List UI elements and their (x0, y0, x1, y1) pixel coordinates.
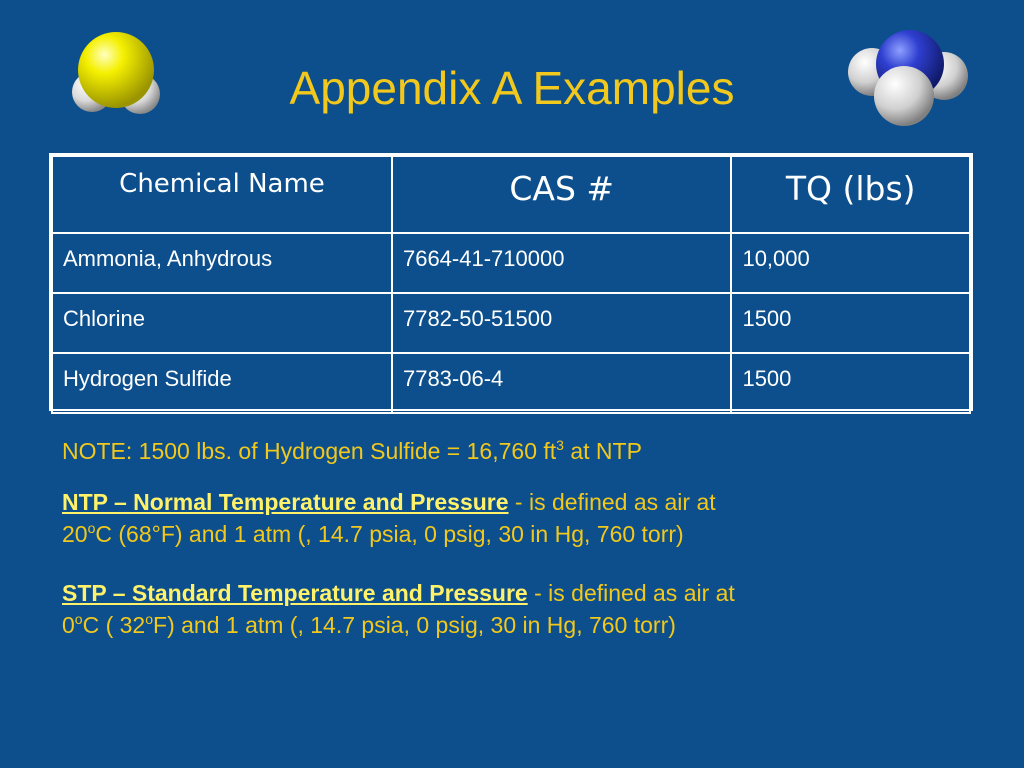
stp-line2-a: 0 (62, 612, 75, 638)
cell-chemical-name: Ammonia, Anhydrous (52, 233, 392, 293)
slide-title: Appendix A Examples (289, 62, 735, 114)
note-text (62, 436, 962, 466)
cell-tq: 1500 (731, 293, 970, 353)
header-chemical-name: Chemical Name (52, 156, 392, 233)
cell-cas-number: 7664-41-710000 (392, 233, 731, 293)
ntp-definition (62, 486, 962, 550)
stp-degree-sup-1: o (74, 611, 83, 627)
chemicals-table (49, 153, 973, 411)
ntp-line2-b: C (68°F) and 1 atm (, 14.7 psia, 0 psig, 30 in Hg, 760 torr) (95, 521, 684, 547)
ammonia-molecule-icon (846, 26, 970, 130)
table-row (52, 233, 970, 293)
stp-line2-b: C ( 32 (82, 612, 146, 638)
header-tq-lbs: TQ (lbs) (731, 156, 970, 233)
table-header-row (52, 156, 970, 233)
header-cas-number: CAS # (392, 156, 731, 233)
stp-line2-c: F) and 1 atm (, 14.7 psia, 0 psig, 30 in Hg, 760 torr) (153, 612, 676, 638)
stp-line1: - is defined as air at (527, 580, 735, 606)
note-suffix: at NTP (563, 438, 642, 464)
stp-definition (62, 577, 962, 641)
cell-chemical-name: Chlorine (52, 293, 392, 353)
note-main: NOTE: 1500 lbs. of Hydrogen Sulfide = 16,760 ft (62, 438, 557, 464)
note-superscript: 3 (556, 437, 564, 453)
table-row (52, 353, 970, 413)
stp-degree-sup-2: o (145, 611, 154, 627)
ntp-line2-a: 20 (62, 521, 88, 547)
ntp-line1: - is defined as air at (508, 489, 716, 515)
cell-tq: 10,000 (731, 233, 970, 293)
cell-cas-number: 7783-06-4 (392, 353, 731, 413)
ntp-term: NTP – Normal Temperature and Pressure (62, 489, 509, 515)
ntp-degree-sup: o (87, 520, 96, 536)
stp-term: STP – Standard Temperature and Pressure (62, 580, 528, 606)
cell-cas-number: 7782-50-51500 (392, 293, 731, 353)
cell-tq: 1500 (731, 353, 970, 413)
cell-chemical-name: Hydrogen Sulfide (52, 353, 392, 413)
table-row (52, 293, 970, 353)
